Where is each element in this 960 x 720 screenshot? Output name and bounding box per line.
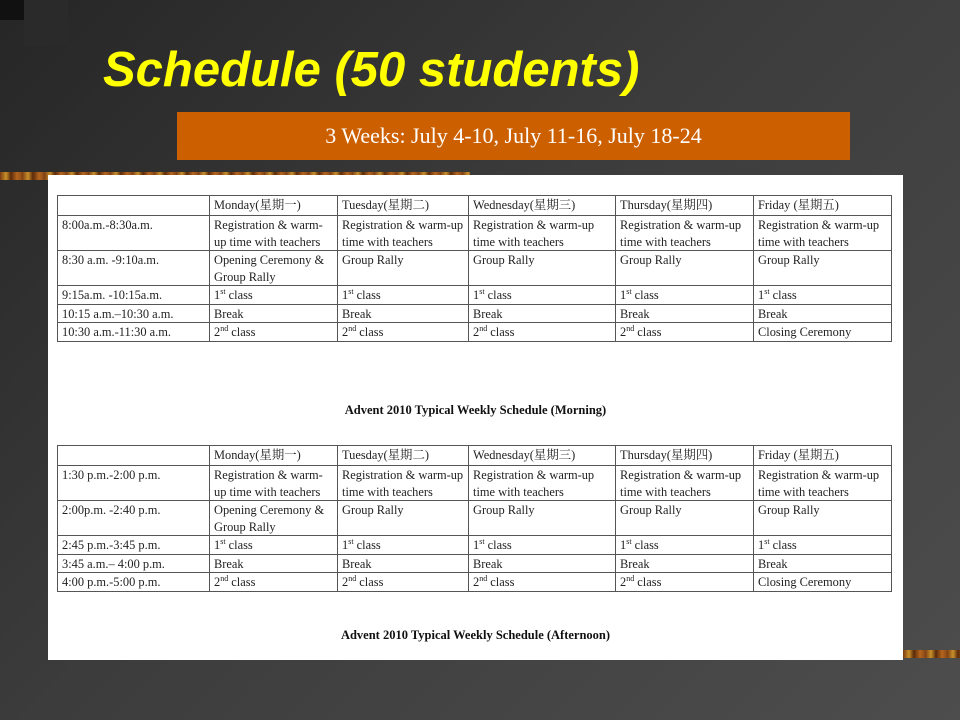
activity-cell: Opening Ceremony & Group Rally — [210, 501, 338, 536]
slide-title: Schedule (50 students) — [103, 43, 640, 97]
header-cell-day: Monday(星期一) — [210, 446, 338, 466]
activity-cell: 2nd class — [469, 323, 616, 342]
schedule-document — [48, 175, 903, 660]
ordinal-suffix: nd — [220, 573, 229, 583]
activity-cell: Registration & warm-up time with teachers — [616, 216, 754, 251]
time-cell: 8:00a.m.-8:30a.m. — [58, 216, 210, 251]
decorative-strip-right — [903, 650, 960, 658]
time-cell: 3:45 a.m.– 4:00 p.m. — [58, 554, 210, 573]
activity-cell: Closing Ceremony — [754, 573, 892, 592]
weeks-banner-text: 3 Weeks: July 4-10, July 11-16, July 18-24 — [325, 123, 702, 148]
ordinal-suffix: nd — [348, 323, 357, 333]
ordinal-suffix: st — [220, 286, 226, 296]
header-cell-day: Wednesday(星期三) — [469, 446, 616, 466]
activity-cell: 1st class — [616, 286, 754, 305]
time-cell: 8:30 a.m. -9:10a.m. — [58, 251, 210, 286]
table-row — [58, 554, 892, 573]
activity-cell: 2nd class — [210, 573, 338, 592]
activity-cell: Break — [210, 304, 338, 323]
activity-cell: Group Rally — [338, 501, 469, 536]
ordinal-suffix: st — [479, 286, 485, 296]
header-cell-day: Tuesday(星期二) — [338, 446, 469, 466]
activity-cell: Registration & warm-up time with teachers — [469, 466, 616, 501]
activity-cell: Registration & warm-up time with teachers — [754, 216, 892, 251]
header-cell-day: Thursday(星期四) — [616, 446, 754, 466]
time-cell: 1:30 p.m.-2:00 p.m. — [58, 466, 210, 501]
table-row — [58, 286, 892, 305]
activity-cell: 1st class — [754, 286, 892, 305]
table-row — [58, 536, 892, 555]
activity-cell: Group Rally — [616, 251, 754, 286]
ordinal-suffix: nd — [348, 573, 357, 583]
activity-cell: Registration & warm-up time with teachers — [338, 466, 469, 501]
ordinal-suffix: st — [220, 536, 226, 546]
ordinal-suffix: nd — [479, 323, 488, 333]
header-cell-day: Monday(星期一) — [210, 196, 338, 216]
morning-caption: Advent 2010 Typical Weekly Schedule (Morning) — [344, 403, 607, 417]
activity-cell: 1st class — [469, 536, 616, 555]
ordinal-suffix: st — [764, 286, 770, 296]
activity-cell: Break — [754, 304, 892, 323]
ordinal-suffix: st — [764, 536, 770, 546]
corner-decoration-shadow — [24, 0, 68, 46]
table-row — [58, 304, 892, 323]
ordinal-suffix: st — [348, 286, 354, 296]
activity-cell: 2nd class — [338, 323, 469, 342]
activity-cell: 2nd class — [210, 323, 338, 342]
activity-cell: Break — [338, 554, 469, 573]
ordinal-suffix: nd — [626, 573, 635, 583]
activity-cell: Registration & warm-up time with teachers — [754, 466, 892, 501]
table-row — [58, 466, 892, 501]
activity-cell: 2nd class — [338, 573, 469, 592]
activity-cell: Break — [616, 304, 754, 323]
activity-cell: Group Rally — [469, 251, 616, 286]
activity-cell: 1st class — [616, 536, 754, 555]
activity-cell: Break — [469, 304, 616, 323]
ordinal-suffix: st — [348, 536, 354, 546]
activity-cell: 1st class — [210, 536, 338, 555]
activity-cell: 1st class — [338, 536, 469, 555]
afternoon-caption: Advent 2010 Typical Weekly Schedule (Afternoon) — [340, 628, 611, 642]
activity-cell: Registration & warm-up time with teachers — [469, 216, 616, 251]
time-cell: 2:00p.m. -2:40 p.m. — [58, 501, 210, 536]
activity-cell: Break — [210, 554, 338, 573]
activity-cell: Group Rally — [338, 251, 469, 286]
activity-cell: Closing Ceremony — [754, 323, 892, 342]
header-cell-time — [58, 446, 210, 466]
activity-cell: Registration & warm-up time with teachers — [210, 216, 338, 251]
header-cell-day: Thursday(星期四) — [616, 196, 754, 216]
header-cell-day: Friday (星期五) — [754, 196, 892, 216]
activity-cell: Group Rally — [754, 251, 892, 286]
header-cell-day: Friday (星期五) — [754, 446, 892, 466]
header-cell-time — [58, 196, 210, 216]
activity-cell: Group Rally — [754, 501, 892, 536]
ordinal-suffix: nd — [626, 323, 635, 333]
table-header-row — [58, 196, 892, 216]
header-cell-day: Wednesday(星期三) — [469, 196, 616, 216]
ordinal-suffix: nd — [479, 573, 488, 583]
activity-cell: 2nd class — [469, 573, 616, 592]
activity-cell: Break — [754, 554, 892, 573]
time-cell: 4:00 p.m.-5:00 p.m. — [58, 573, 210, 592]
activity-cell: 1st class — [754, 536, 892, 555]
table-row — [58, 323, 892, 342]
activity-cell: Registration & warm-up time with teachers — [210, 466, 338, 501]
table-row — [58, 573, 892, 592]
activity-cell: 1st class — [210, 286, 338, 305]
table-row — [58, 501, 892, 536]
table-row — [58, 216, 892, 251]
time-cell: 9:15a.m. -10:15a.m. — [58, 286, 210, 305]
ordinal-suffix: st — [626, 286, 632, 296]
time-cell: 10:30 a.m.-11:30 a.m. — [58, 323, 210, 342]
activity-cell: Group Rally — [469, 501, 616, 536]
activity-cell: 2nd class — [616, 573, 754, 592]
corner-decoration — [0, 0, 24, 20]
activity-cell: 2nd class — [616, 323, 754, 342]
time-cell: 2:45 p.m.-3:45 p.m. — [58, 536, 210, 555]
table-row — [58, 251, 892, 286]
header-cell-day: Tuesday(星期二) — [338, 196, 469, 216]
morning-schedule-table — [57, 195, 892, 342]
activity-cell: Registration & warm-up time with teachers — [616, 466, 754, 501]
ordinal-suffix: nd — [220, 323, 229, 333]
table-header-row — [58, 446, 892, 466]
activity-cell: 1st class — [338, 286, 469, 305]
time-cell: 10:15 a.m.–10:30 a.m. — [58, 304, 210, 323]
ordinal-suffix: st — [626, 536, 632, 546]
afternoon-schedule-table — [57, 445, 892, 592]
activity-cell: Group Rally — [616, 501, 754, 536]
weeks-banner — [177, 112, 850, 160]
activity-cell: 1st class — [469, 286, 616, 305]
activity-cell: Opening Ceremony & Group Rally — [210, 251, 338, 286]
activity-cell: Break — [469, 554, 616, 573]
activity-cell: Break — [616, 554, 754, 573]
ordinal-suffix: st — [479, 536, 485, 546]
activity-cell: Registration & warm-up time with teachers — [338, 216, 469, 251]
activity-cell: Break — [338, 304, 469, 323]
